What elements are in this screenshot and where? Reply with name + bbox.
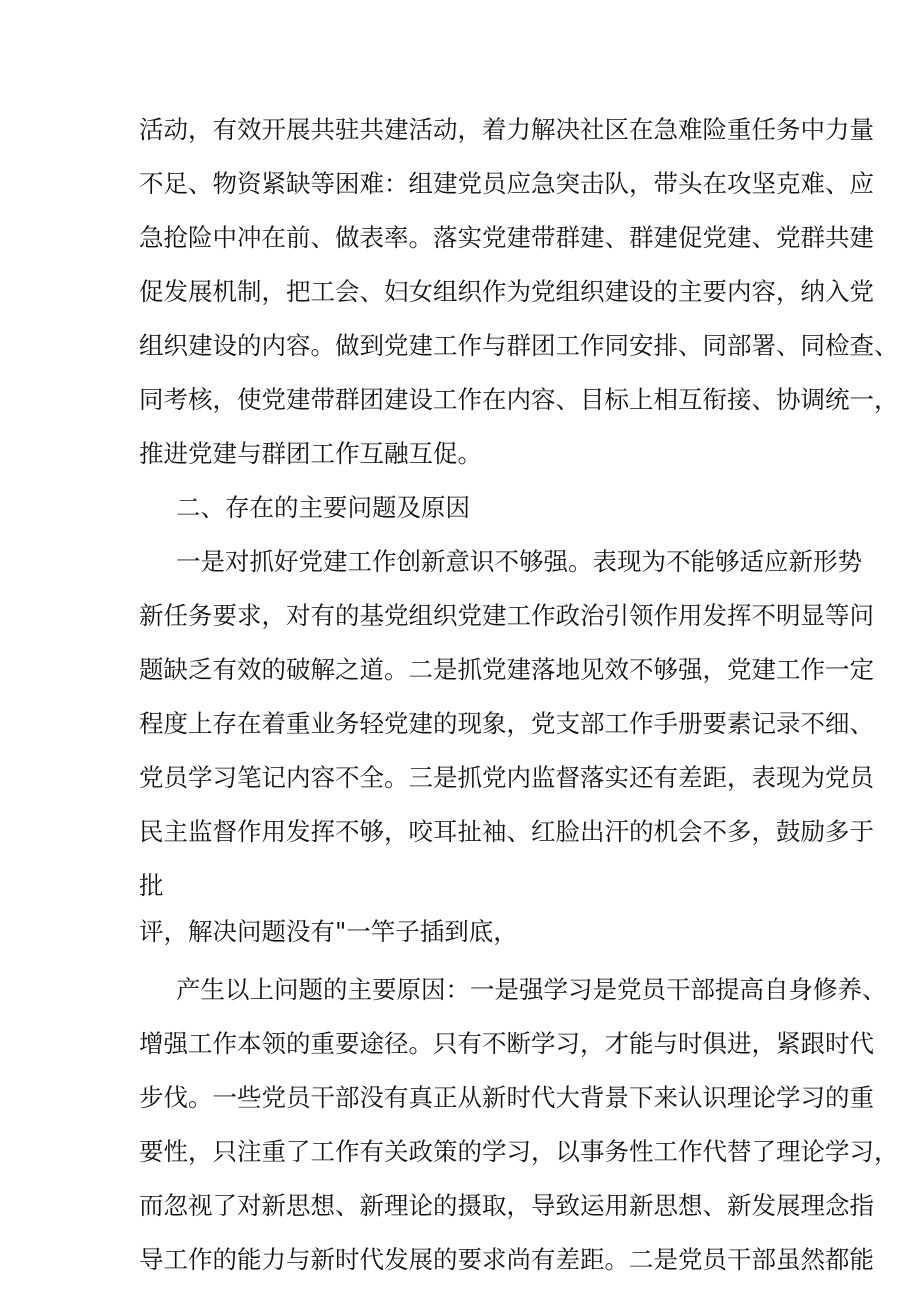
text-line: 增强工作本领的重要途径。只有不断学习，才能与时俱进，紧跟时代 bbox=[139, 1029, 874, 1058]
text-line: 批 bbox=[139, 871, 164, 900]
paragraph-first-line: 产生以上问题的主要原因：一是强学习是党员干部提高自身修养、 bbox=[176, 975, 887, 1004]
text-line: 导工作的能力与新时代发展的要求尚有差距。二是党员干部虽然都能 bbox=[139, 1245, 874, 1274]
text-line: 推进党建与群团工作互融互促。 bbox=[139, 439, 482, 468]
text-line: 而忽视了对新思想、新理论的摄取，导致运用新思想、新发展理念指 bbox=[139, 1191, 874, 1220]
text-line: 党员学习笔记内容不全。三是抓党内监督落实还有差距，表现为党员 bbox=[139, 763, 874, 792]
text-line: 评，解决问题没有"一竿子插到底， bbox=[139, 917, 518, 946]
text-line: 同考核，使党建带群团建设工作在内容、目标上相互衔接、协调统一， bbox=[139, 385, 899, 414]
text-line: 不足、物资紧缺等困难：组建党员应急突击队，带头在攻坚克难、应 bbox=[139, 169, 874, 198]
text-line: 急抢险中冲在前、做表率。落实党建带群建、群建促党建、党群共建 bbox=[139, 223, 874, 252]
text-line: 步伐。一些党员干部没有真正从新时代大背景下来认识理论学习的重 bbox=[139, 1083, 874, 1112]
text-line: 新任务要求，对有的基党组织党建工作政治引领作用发挥不明显等问 bbox=[139, 601, 874, 630]
section-heading: 二、存在的主要问题及原因 bbox=[176, 493, 470, 522]
text-line: 程度上存在着重业务轻党建的现象，党支部工作手册要素记录不细、 bbox=[139, 709, 874, 738]
text-line: 促发展机制，把工会、妇女组织作为党组织建设的主要内容，纳入党 bbox=[139, 277, 874, 306]
text-line: 民主监督作用发挥不够，咬耳扯袖、红脸出汗的机会不多，鼓励多于 bbox=[139, 817, 874, 846]
text-line: 题缺乏有效的破解之道。二是抓党建落地见效不够强，党建工作一定 bbox=[139, 655, 874, 684]
text-line: 活动，有效开展共驻共建活动，着力解决社区在急难险重任务中力量 bbox=[139, 115, 874, 144]
paragraph-first-line: 一是对抓好党建工作创新意识不够强。表现为不能够适应新形势 bbox=[176, 547, 862, 576]
text-line: 要性，只注重了工作有关政策的学习，以事务性工作代替了理论学习， bbox=[139, 1137, 899, 1166]
text-line: 组织建设的内容。做到党建工作与群团工作同安排、同部署、同检查、 bbox=[139, 331, 899, 360]
